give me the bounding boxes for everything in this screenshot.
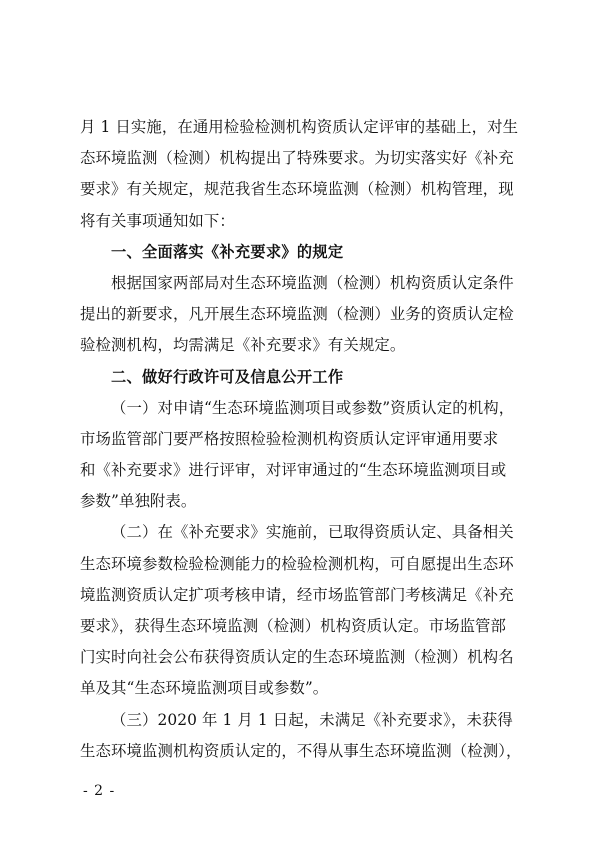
- text-line: 要求》有关规定，规范我省生态环境监测（检测）机构管理，现: [80, 180, 514, 199]
- text-line: 境监测资质认定扩项考核申请，经市场监管部门考核满足《补充: [80, 585, 514, 604]
- text-line: 生态环境监测机构资质认定的，不得从事生态环境监测（检测），: [80, 741, 522, 760]
- text-line: 门实时向社会公布获得资质认定的生态环境监测（检测）机构名: [80, 648, 514, 667]
- text-line: 提出的新要求，凡开展生态环境监测（检测）业务的资质认定检: [80, 305, 514, 324]
- paragraph-first-line: （二）在《补充要求》实施前，已取得资质认定、具备相关: [111, 523, 514, 542]
- text-line: 验检测机构，均需满足《补充要求》有关规定。: [80, 336, 406, 355]
- text-line: 态环境监测（检测）机构提出了特殊要求。为切实落实好《补充: [80, 149, 514, 168]
- paragraph-first-line: （三）2020 年 1 月 1 日起，未满足《补充要求》，未获得: [111, 710, 513, 729]
- text-line: 生态环境参数检验检测能力的检验检测机构，可自愿提出生态环: [80, 554, 514, 573]
- section-heading: 二、做好行政许可及信息公开工作: [111, 367, 344, 386]
- document-body: [80, 112, 522, 767]
- text-line: 参数”单独附表。: [80, 492, 197, 511]
- text-line: 将有关事项通知如下：: [80, 211, 235, 230]
- text-line: 和《补充要求》进行评审，对评审通过的“生态环境监测项目或: [80, 461, 507, 480]
- text-line: 月 1 日实施，在通用检验检测机构资质认定评审的基础上，对生: [80, 118, 519, 136]
- text-line: 单及其“生态环境监测项目或参数”。: [80, 679, 329, 698]
- text-line: 要求》，获得生态环境监测（检测）机构资质认定。市场监管部: [80, 617, 507, 635]
- text-line: 市场监管部门要严格按照检验检测机构资质认定评审通用要求: [80, 429, 499, 448]
- paragraph-first-line: （一）对申请“生态环境监测项目或参数”资质认定的机构，: [111, 398, 515, 417]
- section-heading: 一、全面落实《补充要求》的规定: [111, 242, 344, 261]
- paragraph-first-line: 根据国家两部局对生态环境监测（检测）机构资质认定条件: [111, 273, 514, 292]
- page-number: - 2 -: [83, 783, 116, 799]
